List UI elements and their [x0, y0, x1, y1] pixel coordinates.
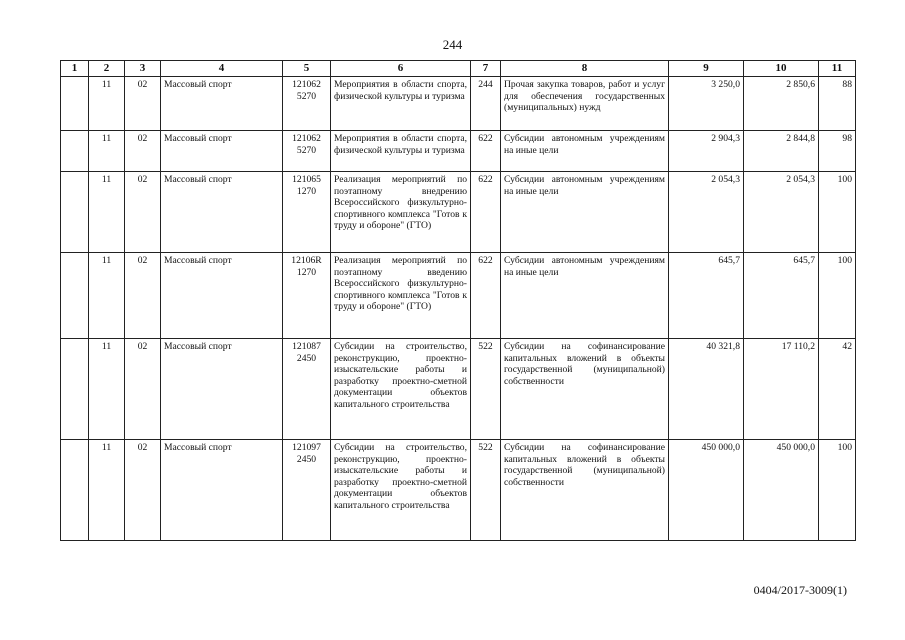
cell-article-name: Мероприятия в области спорта, физической культуры и туризма: [331, 131, 471, 172]
cell-section: 11: [89, 77, 125, 131]
cell-expense-name: Субсидии автономным учреждениям на иные цели: [501, 253, 669, 339]
cell-section: 11: [89, 172, 125, 253]
cell-article-name: Субсидии на строительство, реконструкцию, проектно-изыскательские работы и разработку проектно-сметной документации объектов капитального строительства: [331, 440, 471, 541]
cell-expense-type: 622: [471, 172, 501, 253]
cell-section-name: Массовый спорт: [161, 440, 283, 541]
cell-section-name: Массовый спорт: [161, 77, 283, 131]
page-number: 244: [442, 37, 463, 52]
cell-percent: 100: [819, 440, 856, 541]
cell-article-name: Субсидии на строительство, реконструкцию, проектно-изыскательские работы и разработку проектно-сметной документации объектов капитального строительства: [331, 339, 471, 440]
cell-percent: 100: [819, 253, 856, 339]
cell-percent: 98: [819, 131, 856, 172]
cell-expense-type: 622: [471, 131, 501, 172]
cell-target-article: 12106R 1270: [283, 253, 331, 339]
cell-target-article: 121097 2450: [283, 440, 331, 541]
col-header-4: 4: [161, 61, 283, 77]
cell-expense-type: 244: [471, 77, 501, 131]
cell-section: 11: [89, 253, 125, 339]
cell-subsection: 02: [125, 440, 161, 541]
cell-expense-type: 522: [471, 440, 501, 541]
col-header-7: 7: [471, 61, 501, 77]
cell-target-article: 121087 2450: [283, 339, 331, 440]
cell-c1: [61, 440, 89, 541]
cell-expense-type: 622: [471, 253, 501, 339]
cell-c1: [61, 77, 89, 131]
document-code: 0404/2017-3009(1): [753, 583, 847, 597]
cell-subsection: 02: [125, 77, 161, 131]
table-row: [61, 440, 856, 541]
cell-planned: 40 321,8: [669, 339, 744, 440]
cell-planned: 2 904,3: [669, 131, 744, 172]
cell-target-article: 121065 1270: [283, 172, 331, 253]
cell-section-name: Массовый спорт: [161, 172, 283, 253]
cell-c1: [61, 253, 89, 339]
cell-section-name: Массовый спорт: [161, 253, 283, 339]
col-header-8: 8: [501, 61, 669, 77]
budget-table: [60, 60, 856, 541]
cell-percent: 42: [819, 339, 856, 440]
cell-section: 11: [89, 440, 125, 541]
table-row: [61, 339, 856, 440]
cell-subsection: 02: [125, 339, 161, 440]
cell-planned: 2 054,3: [669, 172, 744, 253]
cell-percent: 100: [819, 172, 856, 253]
cell-c1: [61, 131, 89, 172]
cell-target-article: 121062 5270: [283, 77, 331, 131]
cell-target-article: 121062 5270: [283, 131, 331, 172]
cell-section-name: Массовый спорт: [161, 131, 283, 172]
col-header-2: 2: [89, 61, 125, 77]
cell-article-name: Реализация мероприятий по поэтапному внедрению Всероссийского физкультурно-спортивного комплекса "Готов к труду и обороне" (ГТО): [331, 172, 471, 253]
cell-expense-name: Прочая закупка товаров, работ и услуг для обеспечения государственных (муниципальных) нужд: [501, 77, 669, 131]
cell-expense-name: Субсидии автономным учреждениям на иные цели: [501, 172, 669, 253]
cell-section-name: Массовый спорт: [161, 339, 283, 440]
cell-actual: 450 000,0: [744, 440, 819, 541]
col-header-3: 3: [125, 61, 161, 77]
cell-actual: 2 850,6: [744, 77, 819, 131]
table-header-row: [61, 61, 856, 77]
cell-planned: 3 250,0: [669, 77, 744, 131]
col-header-5: 5: [283, 61, 331, 77]
cell-subsection: 02: [125, 131, 161, 172]
col-header-6: 6: [331, 61, 471, 77]
cell-actual: 2 054,3: [744, 172, 819, 253]
cell-actual: 17 110,2: [744, 339, 819, 440]
cell-section: 11: [89, 131, 125, 172]
cell-percent: 88: [819, 77, 856, 131]
col-header-1: 1: [61, 61, 89, 77]
cell-subsection: 02: [125, 253, 161, 339]
cell-expense-type: 522: [471, 339, 501, 440]
cell-c1: [61, 172, 89, 253]
cell-section: 11: [89, 339, 125, 440]
table-row: [61, 172, 856, 253]
cell-expense-name: Субсидии на софинансирование капитальных вложений в объекты государственной (муниципальной) собственности: [501, 339, 669, 440]
col-header-9: 9: [669, 61, 744, 77]
cell-c1: [61, 339, 89, 440]
col-header-11: 11: [819, 61, 856, 77]
cell-subsection: 02: [125, 172, 161, 253]
cell-planned: 450 000,0: [669, 440, 744, 541]
cell-actual: 645,7: [744, 253, 819, 339]
cell-expense-name: Субсидии на софинансирование капитальных вложений в объекты государственной (муниципальной) собственности: [501, 440, 669, 541]
table-row: [61, 253, 856, 339]
cell-article-name: Реализация мероприятий по поэтапному введению Всероссийского физкультурно-спортивного комплекса "Готов к труду и обороне" (ГТО): [331, 253, 471, 339]
table-row: [61, 131, 856, 172]
cell-planned: 645,7: [669, 253, 744, 339]
cell-article-name: Мероприятия в области спорта, физической культуры и туризма: [331, 77, 471, 131]
table-row: [61, 77, 856, 131]
col-header-10: 10: [744, 61, 819, 77]
cell-actual: 2 844,8: [744, 131, 819, 172]
cell-expense-name: Субсидии автономным учреждениям на иные цели: [501, 131, 669, 172]
